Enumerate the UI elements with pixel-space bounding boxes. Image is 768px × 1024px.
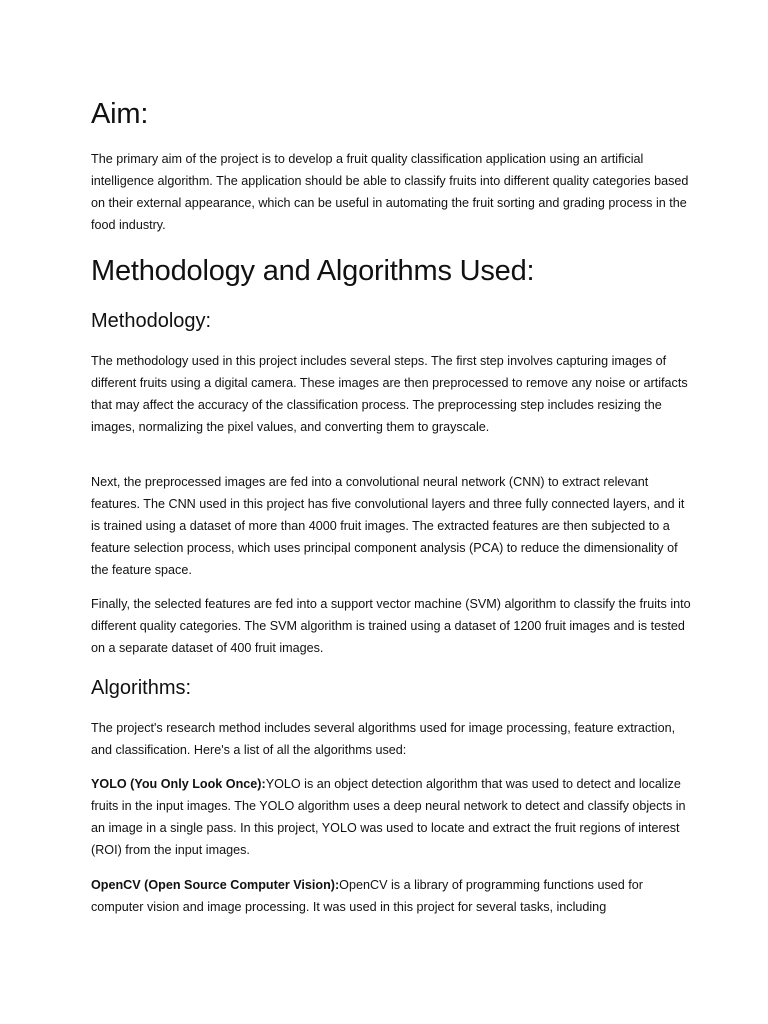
methodology-algorithms-heading: Methodology and Algorithms Used: xyxy=(91,255,535,287)
aim-heading: Aim: xyxy=(91,98,149,130)
algorithm-description-yolo: YOLO is an object detection algorithm that was used to detect and localize fruits in the input images. The YOLO algorithm uses a deep neural network to detect and classify objects in an image in a single pass. In this project, YOLO was used to locate and extract the fruit regions of interest (ROI) from the input images. xyxy=(91,777,686,857)
algorithm-item-opencv xyxy=(91,874,691,918)
aim-paragraph: The primary aim of the project is to develop a fruit quality classification application using an artificial intelligence algorithm. The application should be able to classify fruits into different quality categories based on their external appearance, which can be useful in automating the fruit sorting and grading process in the food industry. xyxy=(91,152,689,232)
methodology-paragraph-3: Finally, the selected features are fed into a support vector machine (SVM) algorithm to classify the fruits into different quality categories. The SVM algorithm is trained using a dataset of 1200 fruit images and is tested on a separate dataset of 400 fruit images. xyxy=(91,597,691,655)
algorithm-description-opencv: OpenCV is a library of programming functions used for computer vision and image processing. It was used in this project for several tasks, including xyxy=(91,878,643,914)
algorithms-intro: The project's research method includes several algorithms used for image processing, feature extraction, and classification. Here's a list of all the algorithms used: xyxy=(91,721,676,757)
algorithm-item-yolo xyxy=(91,773,691,861)
methodology-subheading: Methodology: xyxy=(91,310,212,332)
methodology-paragraph-1: The methodology used in this project includes several steps. The first step involves capturing images of different fruits using a digital camera. These images are then preprocessed to remove any noise or artifacts that may affect the accuracy of the classification process. The preprocessing step includes resizing the images, normalizing the pixel values, and converting them to grayscale. xyxy=(91,354,688,434)
algorithm-term-opencv: OpenCV (Open Source Computer Vision): xyxy=(91,878,340,892)
algorithm-term-yolo: YOLO (You Only Look Once): xyxy=(91,777,266,791)
methodology-paragraph-2: Next, the preprocessed images are fed into a convolutional neural network (CNN) to extract relevant features. The CNN used in this project has five convolutional layers and three fully connected layers, and it is trained using a dataset of more than 4000 fruit images. The extracted features are then subjected to a feature selection process, which uses principal component analysis (PCA) to reduce the dimensionality of the feature space. xyxy=(91,475,685,577)
algorithms-subheading: Algorithms: xyxy=(91,677,192,699)
